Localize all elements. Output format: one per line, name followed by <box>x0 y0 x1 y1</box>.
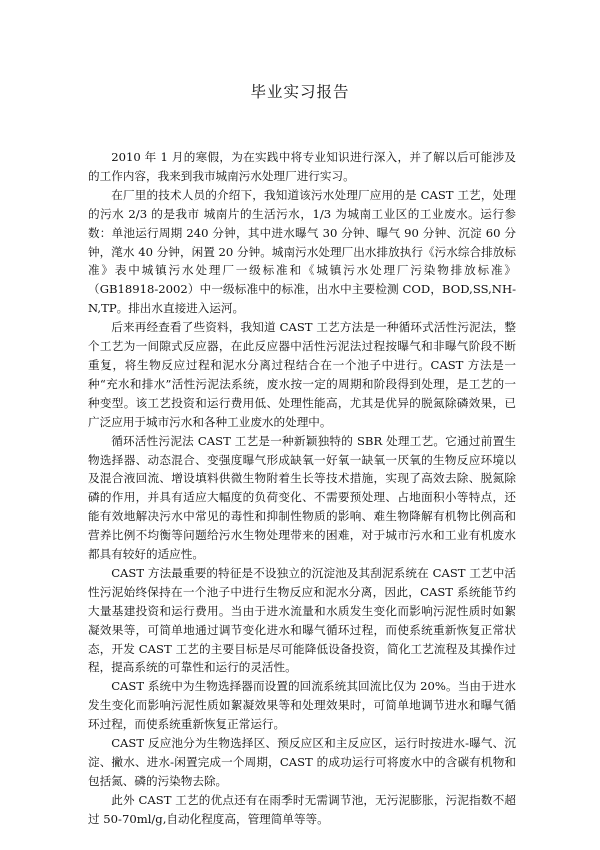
paragraph: 2010 年 1 月的寒假，为在实践中将专业知识进行深入，并了解以后可能涉及的工作内容，我来到我市城南污水处理厂进行实习。 <box>88 150 516 183</box>
paragraph: CAST 方法最重要的特征是不设独立的沉淀池及其刮泥系统在 CAST 工艺中活性污泥始终保持在一个池子中进行生物反应和泥水分离，因此，CAST 系统能节约大量基建投资和运行费用。当由于进水流量和水质发生变化而影响污泥性质时如絮凝效果等，可简单地通过调节变化进水和曝气循环过程，而使系统重新恢复正常状态，开发 CAST 工艺的主要目标是尽可能降低设备投资，简化工艺流程及其操作过程，提高系统的可靠性和运行的灵活性。 <box>88 565 516 675</box>
paragraph: 后来再经查看了些资料，我知道 CAST 工艺方法是一种循环式活性污泥法，整个工艺为一间隙式反应器，在此反应器中活性污泥法过程按曝气和非曝气阶段不断重复，将生物反应过程和泥水分离过程结合在一个池子中进行。CAST 方法是一种“充水和排水”活性污泥法系统，废水按一定的周期和阶段得到处理，是工艺的一种变型。该工艺投资和运行费用低、处理性能高，尤其是优异的脱氮除磷效果，已广泛应用于城市污水和各种工业废水的处理中。 <box>88 320 516 429</box>
paragraph: CAST 反应池分为生物选择区、预反应区和主反应区，运行时按进水-曝气、沉淀、撇水、进水-闲置完成一个周期，CAST 的成功运行可将废水中的含碳有机物和包括氮、磷的污染物去除。 <box>88 736 516 788</box>
paragraph: 循环活性污泥法 CAST 工艺是一种新颖独特的 SBR 处理工艺。它通过前置生物选择器、动态混合、变强度曝气形成缺氧一好氧一缺氧一厌氧的生物反应环境以及混合液回流、增设填料供微生物附着生长等技术措施，实现了高效去除、脱氮除磷的作用，并具有适应大幅度的负荷变化、不需要预处理、占地面积小等特点，还能有效地解决污水中常见的毒性和抑制性物质的影响、难生物降解有机物比例高和营养比例不均衡等问题给污水生物处理带来的困难，对于城市污水和工业有机废水都具有较好的适应性。 <box>88 433 516 562</box>
paragraph: 此外 CAST 工艺的优点还有在雨季时无需调节池，无污泥膨胀，污泥指数不超过 50-70ml/g,自动化程度高，管理简单等等。 <box>88 792 516 826</box>
paragraph: CAST 系统中为生物选择器而设置的回流系统其回流比仅为 20%。当由于进水发生变化而影响污泥性质如絮凝效果等和处理效果时，可简单地调节进水和曝气循环过程，而使系统重新恢复正常运行。 <box>88 679 516 732</box>
document-title: 毕业实习报告 <box>250 83 350 101</box>
document-body <box>88 148 516 829</box>
paragraph: 在厂里的技术人员的介绍下，我知道该污水处理厂应用的是 CAST 工艺，处理的污水 2/3 的是我市 城南片的生活污水，1/3 为城南工业区的工业废水。运行参数：单池运行周期 240 分钟，其中进水曝气 30 分钟、曝气 90 分钟、沉淀 60 分钟，滗水 40 分钟，闲置 20 分钟。城南污水处理厂出水排放执行《污水综合排放标准》表中城镇污水处理厂一级标准和《城镇污水处理厂污染物排放标准》（GB18918-2002）中一级标准中的标准，出水中主要检测 COD，BOD,SS,NH-N,TP。排出水直接进入运河。 <box>88 187 516 316</box>
